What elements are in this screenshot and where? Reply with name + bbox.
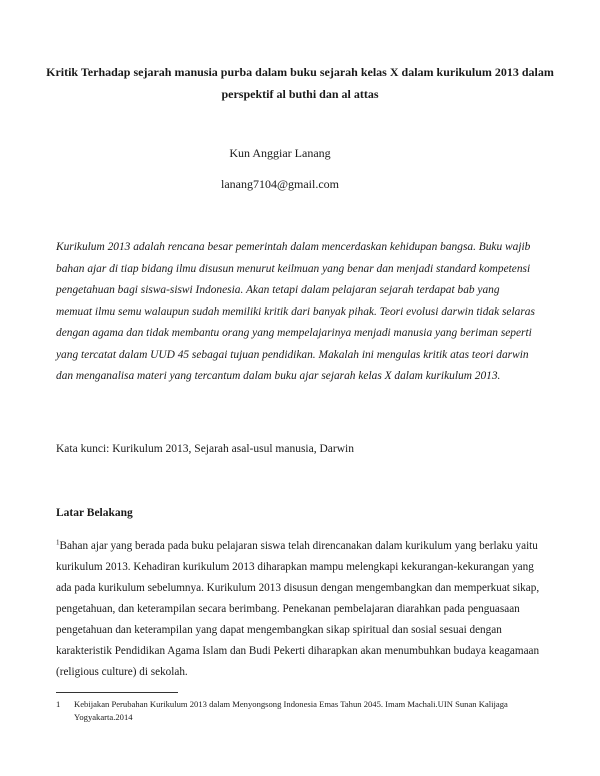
abstract: Kurikulum 2013 adalah rencana besar pemerintah dalam mencerdaskan kehidupan bangsa. Buku wajib bahan ajar di tiap bidang ilmu disusun menurut keilmuan yang benar dan menjadi standard kompetensi pengetahuan bagi siswa-siswi Indonesia. Akan tetapi dalam pelajaran sejarah terdapat bab yang memuat ilmu semu walaupun sudah memiliki kritik dari banyak pihak. Teori evolusi darwin tidak selaras dengan agama dan tidak membantu orang yang mempelajarinya menjadi manusia yang beriman seperti yang tercatat dalam UUD 45 sebagai tujuan pendidikan. Makalah ini mengulas kritik atas teori darwin dan menganalisa materi yang tercantum dalam buku ajar sejarah kelas X dalam kurikulum 2013.: [56, 241, 535, 382]
paper-title: Kritik Terhadap sejarah manusia purba dalam buku sejarah kelas X dalam kurikulum 2013 dalam perspektif al buthi dan al attas: [46, 65, 554, 101]
author-email: lanang7104@gmail.com: [220, 177, 340, 191]
footnote-text: Kebijakan Perubahan Kurikulum 2013 dalam Menyongsong Indonesia Emas Tahun 2045. Imam Machali.UIN Sunan Kalijaga Yogyakarta.2014: [74, 699, 508, 722]
author-name: Kun Anggiar Lanang: [229, 146, 331, 160]
keywords: Kata kunci: Kurikulum 2013, Sejarah asal-usul manusia, Darwin: [56, 443, 354, 455]
section-heading: Latar Belakang: [56, 507, 133, 519]
footnote-number: 1: [56, 699, 61, 709]
body-paragraph: [56, 536, 540, 683]
body-paragraph-text: Bahan ajar yang berada pada buku pelajaran siswa telah direncanakan dalam kurikulum yang berlaku yaitu kurikulum 2013. Kehadiran kurikulum 2013 diharapkan mampu melengkapi kekurangan-kekurangan yang ada pada kurikulum sebelumnya. Kurikulum 2013 disusun dengan mengembangkan dan memperkuat sikap, pengetahuan, dan keterampilan secara berimbang. Penekanan pembelajaran diarahkan pada penguasaan pengetahuan dan keterampilan yang dapat mengembangkan sikap spiritual dan sosial sesuai dengan karakteristik Pendidikan Agama Islam dan Budi Pekerti diharapkan akan menumbuhkan budaya keagamaan (religious culture) di sekolah.: [56, 540, 540, 678]
footnote-divider: [56, 692, 178, 693]
footnote: [56, 698, 536, 723]
footnote-marker[interactable]: 1: [56, 538, 60, 547]
